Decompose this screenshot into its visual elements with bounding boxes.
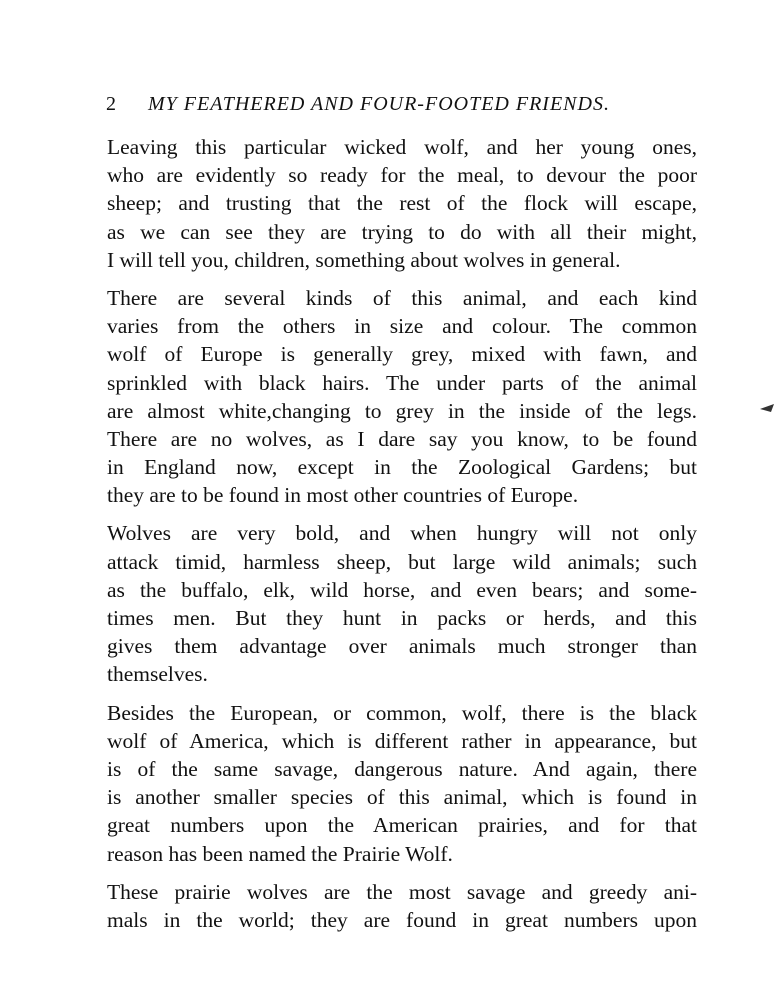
text-line: times men. But they hunt in packs or herds, and this [107, 606, 697, 630]
text-line: There are no wolves, as I dare say you know, to be found [107, 426, 697, 451]
paragraph-5 [107, 878, 697, 934]
text-line: attack timid, harmless sheep, but large wild animals; such [107, 549, 697, 574]
text-line: they are to be found in most other countries of Europe. [107, 483, 579, 508]
text-line: reason has been named the Prairie Wolf. [107, 841, 453, 866]
text-line: as the buffalo, elk, wild horse, and even bears; and some- [107, 577, 697, 602]
text-line: Leaving this particular wicked wolf, and her young ones, [107, 135, 697, 159]
text-line: Wolves are very bold, and when hungry will not only [107, 521, 697, 546]
body-text [107, 133, 697, 944]
text-line: is another smaller species of this animal, which is found in [107, 785, 697, 810]
text-line: gives them advantage over animals much stronger than [107, 634, 697, 659]
text-line: These prairie wolves are the most savage and greedy ani- [107, 879, 697, 904]
text-line: sprinkled with black hairs. The under parts of the animal [107, 370, 697, 395]
running-head [106, 93, 696, 123]
text-line: themselves. [107, 662, 208, 687]
text-line: I will tell you, children, something about wolves in general. [107, 247, 621, 272]
text-line: sheep; and trusting that the rest of the flock will escape, [107, 191, 697, 216]
paragraph-1 [107, 133, 697, 274]
text-line: wolf of Europe is generally grey, mixed with fawn, and [107, 342, 697, 367]
text-line: who are evidently so ready for the meal, to devour the poor [107, 163, 697, 188]
text-line: varies from the others in size and colour. The common [107, 314, 697, 339]
text-line: wolf of America, which is different rather in appearance, but [107, 728, 697, 753]
edge-arrow-icon [760, 403, 774, 413]
page-number: 2 [106, 93, 117, 115]
text-line: in England now, except in the Zoological Gardens; but [107, 455, 697, 480]
paragraph-3 [107, 519, 697, 688]
text-line: as we can see they are trying to do with all their might, [107, 219, 697, 244]
text-line: is of the same savage, dangerous nature. And again, there [107, 756, 697, 781]
running-head-title: MY FEATHERED AND FOUR-FOOTED FRIENDS. [148, 93, 610, 115]
text-line: are almost white,changing to grey in the inside of the legs. [107, 398, 697, 423]
text-line: great numbers upon the American prairies, and for that [107, 813, 697, 838]
text-line: Besides the European, or common, wolf, there is the black [107, 700, 697, 725]
text-line: There are several kinds of this animal, and each kind [107, 285, 697, 310]
text-line: mals in the world; they are found in great numbers upon [107, 907, 697, 932]
paragraph-2 [107, 284, 697, 510]
paragraph-4 [107, 699, 697, 868]
